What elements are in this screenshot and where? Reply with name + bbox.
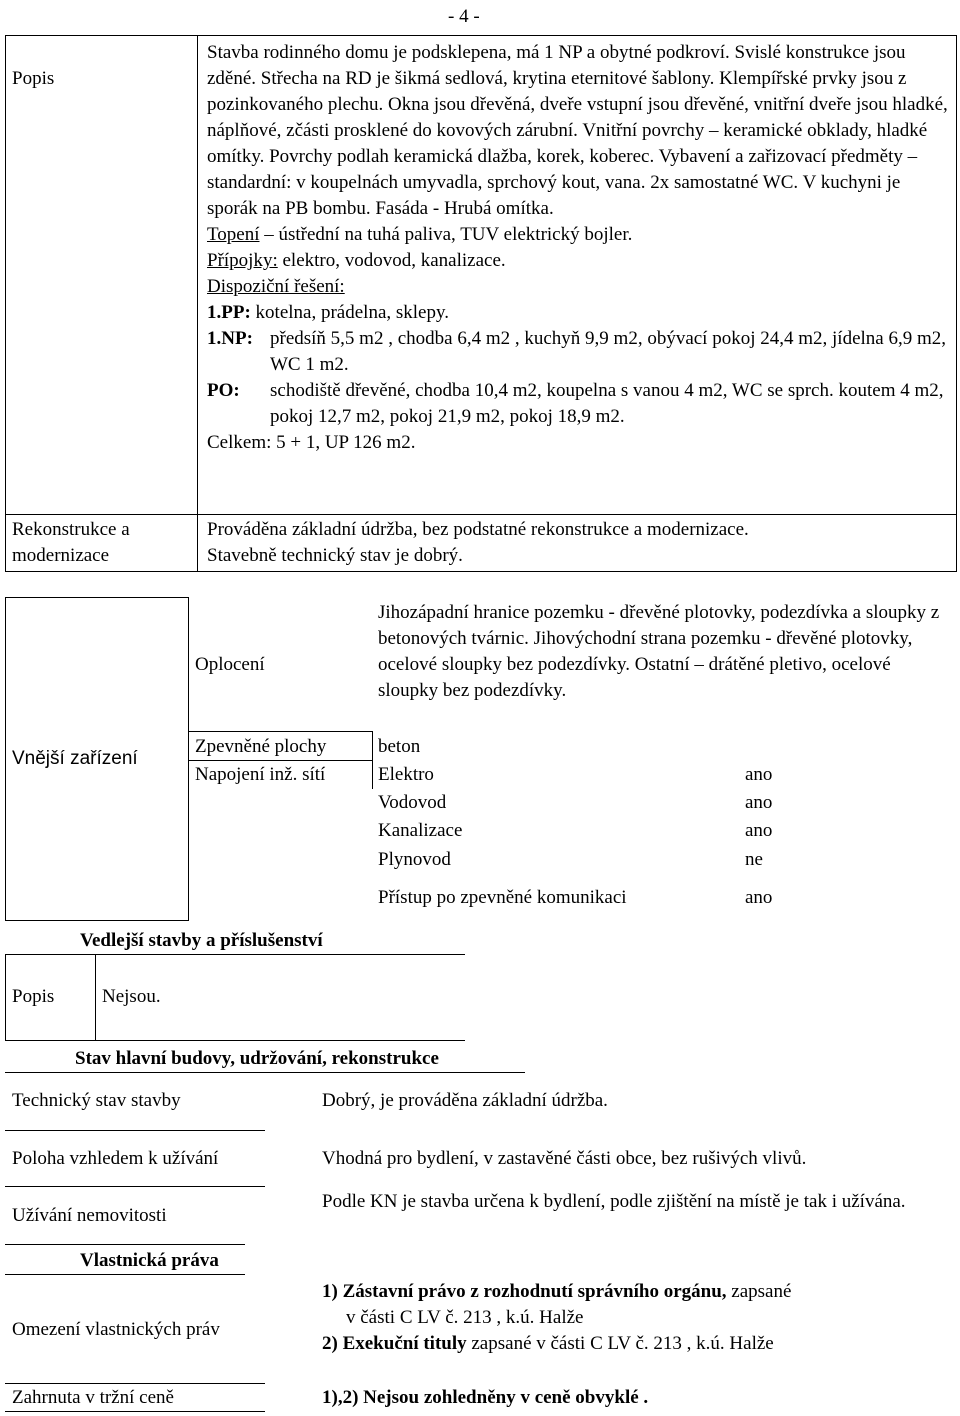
popis-content bbox=[207, 40, 951, 456]
stav-row-label: Technický stav stavby bbox=[12, 1090, 181, 1111]
utility-name: Vodovod bbox=[378, 792, 447, 813]
omezeni-content: 1) Zástavní právo z rozhodnutí správního orgánu, zapsané v části C LV č. 213 , k.ú. Halže 2) Exekuční tituly zapsané v části C LV č. 213 , k.ú. Halže bbox=[322, 1281, 792, 1354]
celkem-line: Celkem: 5 + 1, UP 126 m2. bbox=[207, 432, 416, 453]
stav-row-label: Poloha vzhledem k užívání bbox=[12, 1148, 219, 1169]
popis-paragraph: Stavba rodinného domu je podsklepena, má 1 NP a obytné podkroví. Svislé konstrukce jsou zděné. Střecha na RD je šikmá sedlová, krytina eternitové šablony. Klempířské prvky jsou z pozinkovaného plechu. Okna jsou dřevěná, dveře vstupní jsou dřevěné, vnitřní dveře jsou hladké, náplňové, zčásti prosklené do kovových zárubní. Vnitřní povrchy – keramické obklady, hladké omítky. Povrchy podlah keramická dlažba, korek, koberec. Vybavení a zařizovací předměty – standardní: v koupelnách umyvadla, sprchový kout, vana. 2x samostatné WC. V kuchyni je sporák na PB bombu. Fasáda - Hrubá omítka. bbox=[207, 42, 948, 219]
stav-row-label: Užívání nemovitosti bbox=[12, 1205, 167, 1226]
pripojky-line: Přípojky: elektro, vodovod, kanalizace. bbox=[207, 250, 506, 271]
zahrnuta-value: 1),2) Nejsou zohledněny v ceně obvyklé . bbox=[322, 1387, 649, 1408]
page-number: - 4 - bbox=[448, 6, 480, 27]
po-line: PO: schodiště dřevěné, chodba 10,4 m2, koupelna s vanou 4 m2, WC se sprch. koutem 4 m2, pokoj 12,7 m2, pokoj 21,9 m2, pokoj 18,9 m2. bbox=[207, 380, 944, 427]
utility-name: Kanalizace bbox=[378, 820, 463, 841]
topeni-line: Topení – ústřední na tuhá paliva, TUV elektrický bojler. bbox=[207, 224, 633, 245]
stav-row-value: Vhodná pro bydlení, v zastavěné části obce, bez rušivých vlivů. bbox=[322, 1148, 807, 1169]
popis-label: Popis bbox=[12, 68, 55, 89]
vedlejsi-heading: Vedlejší stavby a příslušenství bbox=[80, 930, 323, 951]
vlastnicka-prava-heading: Vlastnická práva bbox=[80, 1250, 219, 1271]
utility-value: ne bbox=[745, 849, 763, 870]
topeni-label: Topení bbox=[207, 224, 260, 245]
pripojky-label: Přípojky: bbox=[207, 250, 278, 271]
dispozice-label: Dispoziční řešení: bbox=[207, 276, 345, 297]
utility-value: ano bbox=[745, 887, 773, 908]
utility-value: ano bbox=[745, 764, 773, 785]
vedlejsi-popis-label: Popis bbox=[12, 986, 55, 1007]
utility-name: Přístup po zpevněné komunikaci bbox=[378, 887, 627, 908]
omezeni-label: Omezení vlastnických práv bbox=[12, 1319, 220, 1340]
oploceni-label: Oplocení bbox=[195, 654, 265, 675]
zpevnene-plochy-value: beton bbox=[378, 736, 421, 757]
stav-row-value: Podle KN je stavba určena k bydlení, podle zjištění na místě je tak i užívána. bbox=[322, 1191, 906, 1212]
rekonstrukce-line-1: Prováděna základní údržba, bez podstatné rekonstrukce a modernizace. bbox=[207, 519, 749, 540]
pp-line: 1.PP: kotelna, prádelna, sklepy. bbox=[207, 302, 449, 323]
stav-row-value: Dobrý, je prováděna základní údržba. bbox=[322, 1090, 608, 1111]
vedlejsi-popis-value: Nejsou. bbox=[102, 986, 161, 1007]
utility-name: Elektro bbox=[378, 764, 434, 785]
rekonstrukce-label: Rekonstrukce a modernizace bbox=[12, 519, 130, 566]
utility-name: Plynovod bbox=[378, 849, 451, 870]
stav-heading: Stav hlavní budovy, udržování, rekonstrukce bbox=[75, 1048, 439, 1069]
oploceni-text: Jihozápadní hranice pozemku - dřevěné plotovky, podezdívka a sloupky z betonových tvárnic. Jihovýchodní strana pozemku - dřevěné plotovky, ocelové sloupky bez podezdívky. Ostatní – drátěné pletivo, ocelové sloupky bez podezdívky. bbox=[378, 602, 940, 701]
zahrnuta-label: Zahrnuta v tržní ceně bbox=[12, 1387, 174, 1408]
np-line: 1.NP: předsíň 5,5 m2 , chodba 6,4 m2 , kuchyň 9,9 m2, obývací pokoj 24,4 m2, jídelna 6,9 m2, WC 1 m2. bbox=[207, 328, 947, 375]
rekonstrukce-line-2: Stavebně technický stav je dobrý. bbox=[207, 545, 463, 566]
vnejsi-zarizeni-label: Vnější zařízení bbox=[12, 748, 138, 769]
napojeni-label: Napojení inž. sítí bbox=[195, 764, 326, 785]
zpevnene-plochy-label: Zpevněné plochy bbox=[195, 736, 327, 757]
utility-value: ano bbox=[745, 820, 773, 841]
utility-value: ano bbox=[745, 792, 773, 813]
